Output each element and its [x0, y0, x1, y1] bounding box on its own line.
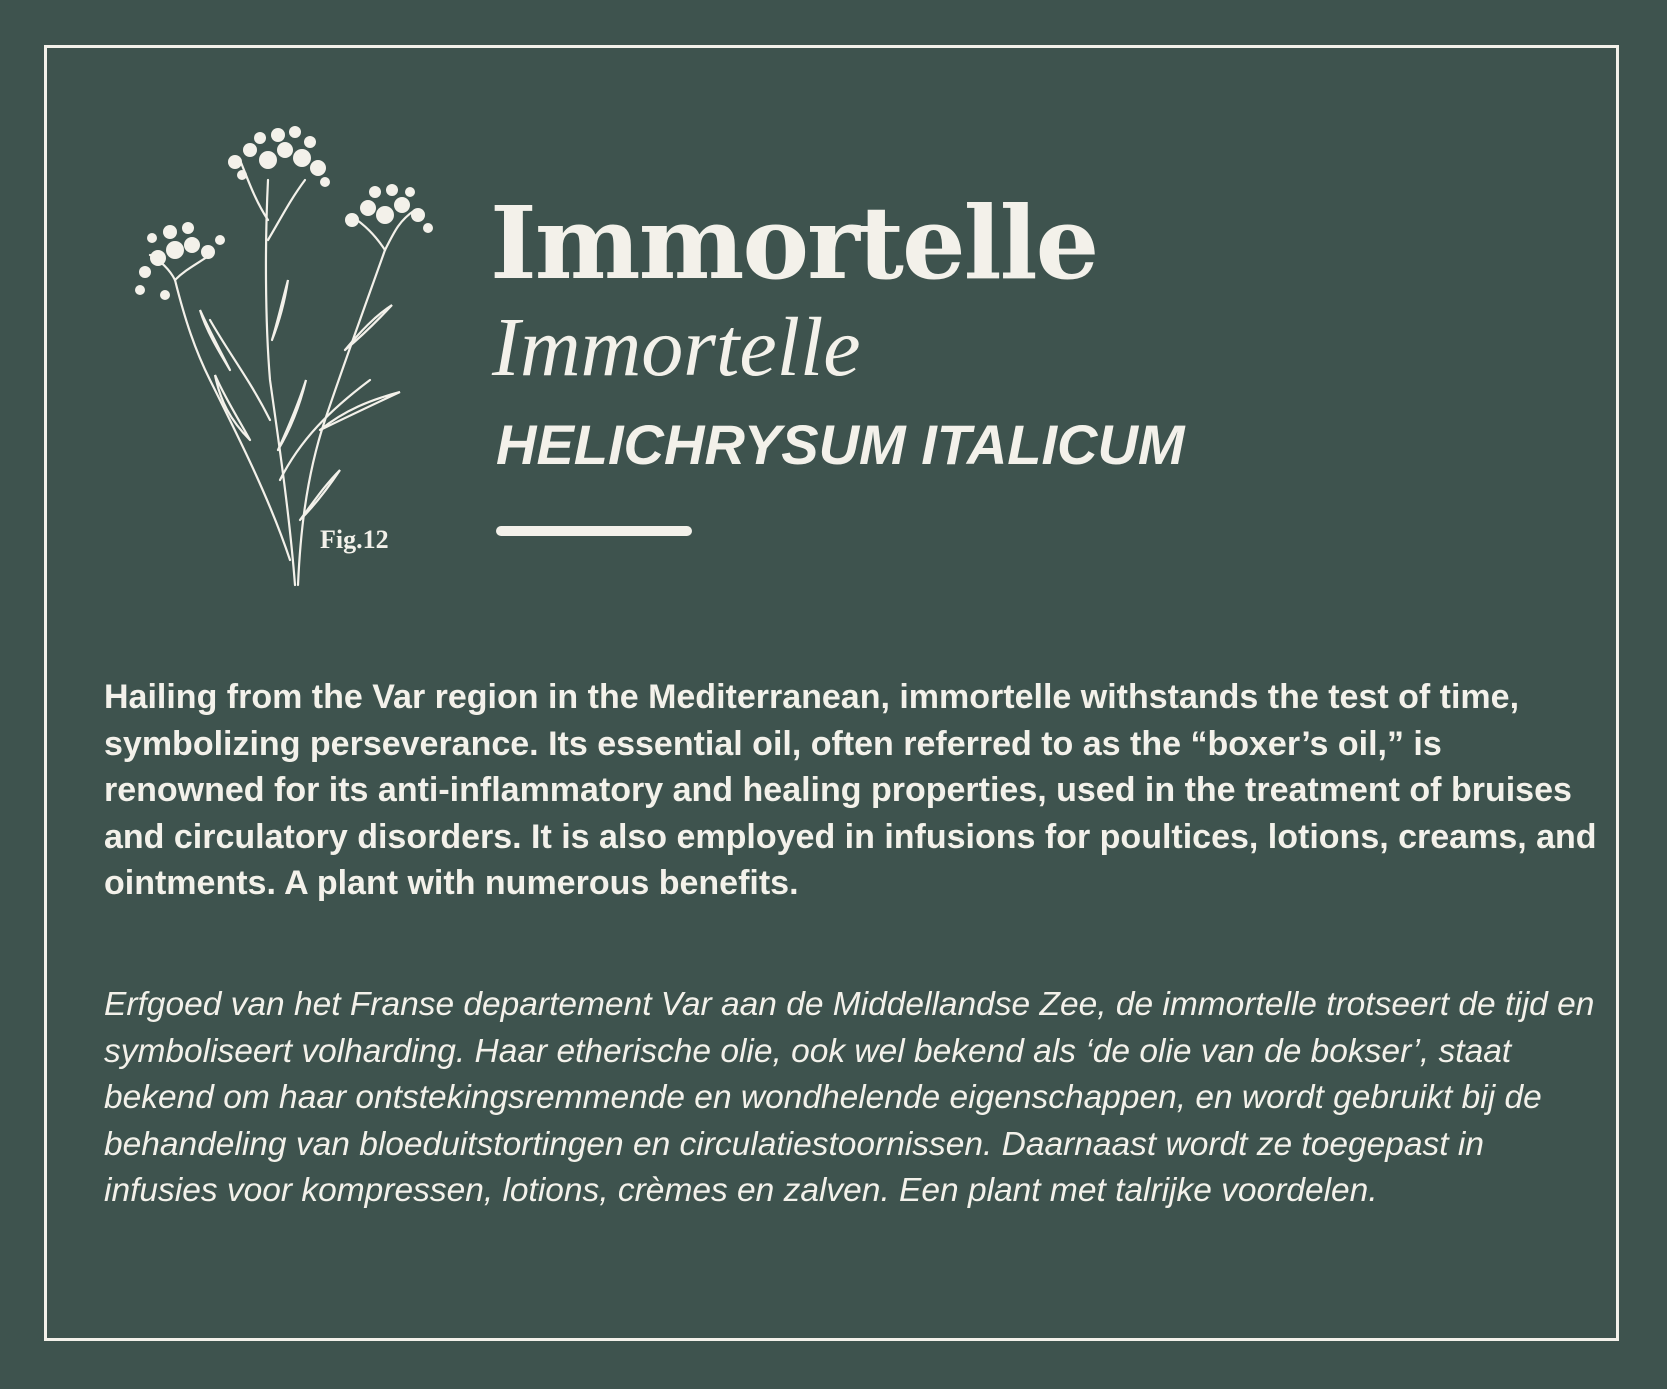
page-title: Immortelle [490, 184, 1098, 302]
figure-label: Fig.12 [320, 525, 389, 554]
divider [496, 526, 692, 536]
immortelle-flower-illustration-icon [130, 120, 470, 600]
description-dutch: Erfgoed van het Franse departement Var aan de Middellandse Zee, de immortelle trotseert de tijd en symboliseert volharding. Haar etherische olie, ook wel bekend als ‘de olie van de bokser’, staat bekend om haar ontstekingsremmende en wondhelende eigenschappen, en wordt gebruikt bij de behandeling van bloeduitstortingen en circulatiestoornissen. Daarnaast wordt ze toegepast in infusies voor kompressen, lotions, crèmes en zalven. Een plant met talrijke voordelen. [104, 986, 1595, 1209]
description-english: Hailing from the Var region in the Mediterranean, immortelle withstands the test of time, symbolizing perseverance. Its essential oil, often referred to as the “boxer’s oil,” is renowned for its anti-inflammatory and healing properties, used in the treatment of bruises and circulatory disorders. It is also employed in infusions for poultices, lotions, creams, and ointments. A plant with numerous benefits. [104, 678, 1597, 902]
page-subtitle: Immortelle [492, 301, 861, 394]
latin-name: HELICHRYSUM ITALICUM [496, 413, 1185, 476]
